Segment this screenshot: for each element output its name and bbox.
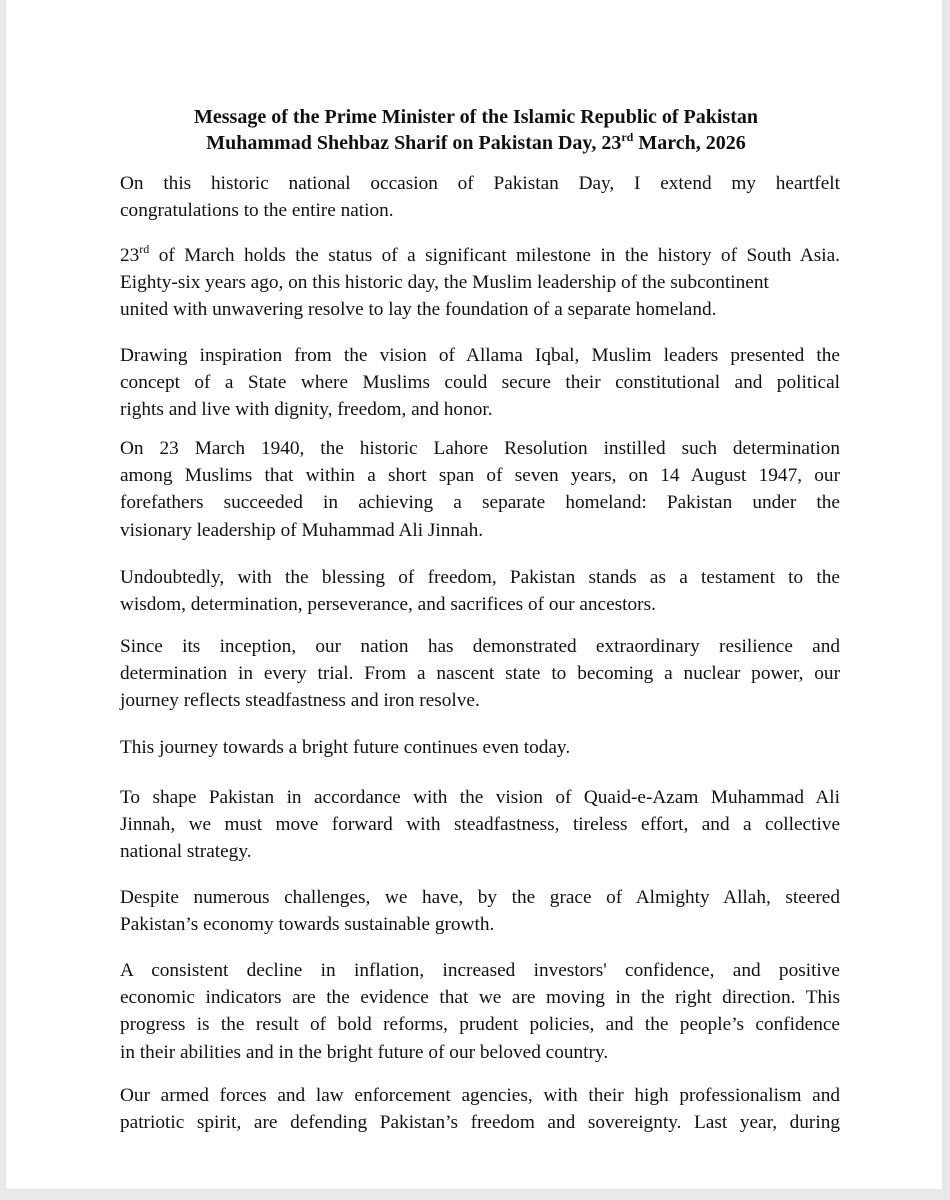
paragraph-line: forefathers succeeded in achieving a separate homeland: Pakistan under the [120,492,840,514]
title-line-2-date: March, 2026 [633,132,746,154]
paragraph-2 [120,242,840,324]
paragraph-line: rights and live with dignity, freedom, and honor. [120,399,493,421]
paragraph-9 [120,884,840,938]
title-date-superscript: rd [621,130,634,144]
paragraph-line: On 23 March 1940, the historic Lahore Resolution instilled such determination [120,438,840,459]
paragraph-10 [120,957,840,1066]
paragraph-line: determination in every trial. From a nascent state to becoming a nuclear power, our [120,663,840,685]
paragraph-line: visionary leadership of Muhammad Ali Jinnah. [120,519,484,541]
paragraph-line: Our armed forces and law enforcement agencies, with their high professionalism and [120,1085,840,1106]
paragraph-line: Undoubtedly, with the blessing of freedom, Pakistan stands as a testament to the [120,567,840,588]
paragraph-line: wisdom, determination, perseverance, and sacrifices of our ancestors. [120,594,656,616]
paragraph-line: This journey towards a bright future continues even today. [120,737,571,758]
paragraph-line: national strategy. [120,841,252,863]
paragraph-4 [120,435,840,544]
paragraph-line: among Muslims that within a short span of seven years, on 14 August 1947, our [120,465,840,487]
document-page [6,0,942,1189]
paragraph-5 [120,564,840,618]
paragraph-line: in their abilities and in the bright future of our beloved country. [120,1041,609,1063]
paragraph-line: Jinnah, we must move forward with steadfastness, tireless effort, and a collective [120,814,840,836]
paragraph-line: Despite numerous challenges, we have, by the grace of Almighty Allah, steered [120,887,840,908]
paragraph-lead-superscript: rd [139,242,150,256]
paragraph-line: Since its inception, our nation has demonstrated extraordinary resilience and [120,636,840,657]
title-line-2-text: Muhammad Shehbaz Sharif on Pakistan Day, 23 [206,132,622,154]
paragraph-line: congratulations to the entire nation. [120,200,394,222]
paragraph-11 [120,1082,840,1136]
paragraph-line [120,242,840,269]
paragraph-line: journey reflects steadfastness and iron resolve. [120,690,480,712]
paragraph-line: patriotic spirit, are defending Pakistan’s freedom and sovereignty. Last year, during [120,1112,840,1134]
paragraph-8 [120,784,840,866]
paragraph-line-text: of March holds the status of a significant milestone in the history of South Asia. [149,245,840,266]
title-line-1: Message of the Prime Minister of the Islamic Republic of Pakistan [194,106,758,128]
paragraph-line: Eighty-six years ago, on this historic day, the Muslim leadership of the subcontinent [120,272,769,294]
paragraph-line: On this historic national occasion of Pakistan Day, I extend my heartfelt [120,173,840,194]
paragraph-line: Pakistan’s economy towards sustainable growth. [120,914,495,936]
paragraph-line: To shape Pakistan in accordance with the vision of Quaid-e-Azam Muhammad Ali [120,787,840,808]
paragraph-6 [120,633,840,715]
paragraph-lead-number: 23 [120,245,140,266]
paragraph-7 [120,734,840,761]
paragraph-3 [120,342,840,424]
paragraph-line: united with unwavering resolve to lay the foundation of a separate homeland. [120,299,717,321]
paragraph-line: Drawing inspiration from the vision of Allama Iqbal, Muslim leaders presented the [120,345,840,366]
paragraph-line: economic indicators are the evidence that we are moving in the right direction. This [120,987,840,1009]
title-line-2 [106,130,846,156]
paragraph-line: concept of a State where Muslims could secure their constitutional and political [120,372,840,394]
paragraph-line: A consistent decline in inflation, increased investors' confidence, and positive [120,960,840,981]
paragraph-line: progress is the result of bold reforms, prudent policies, and the people’s confidence [120,1014,840,1036]
paragraph-1 [120,170,840,224]
